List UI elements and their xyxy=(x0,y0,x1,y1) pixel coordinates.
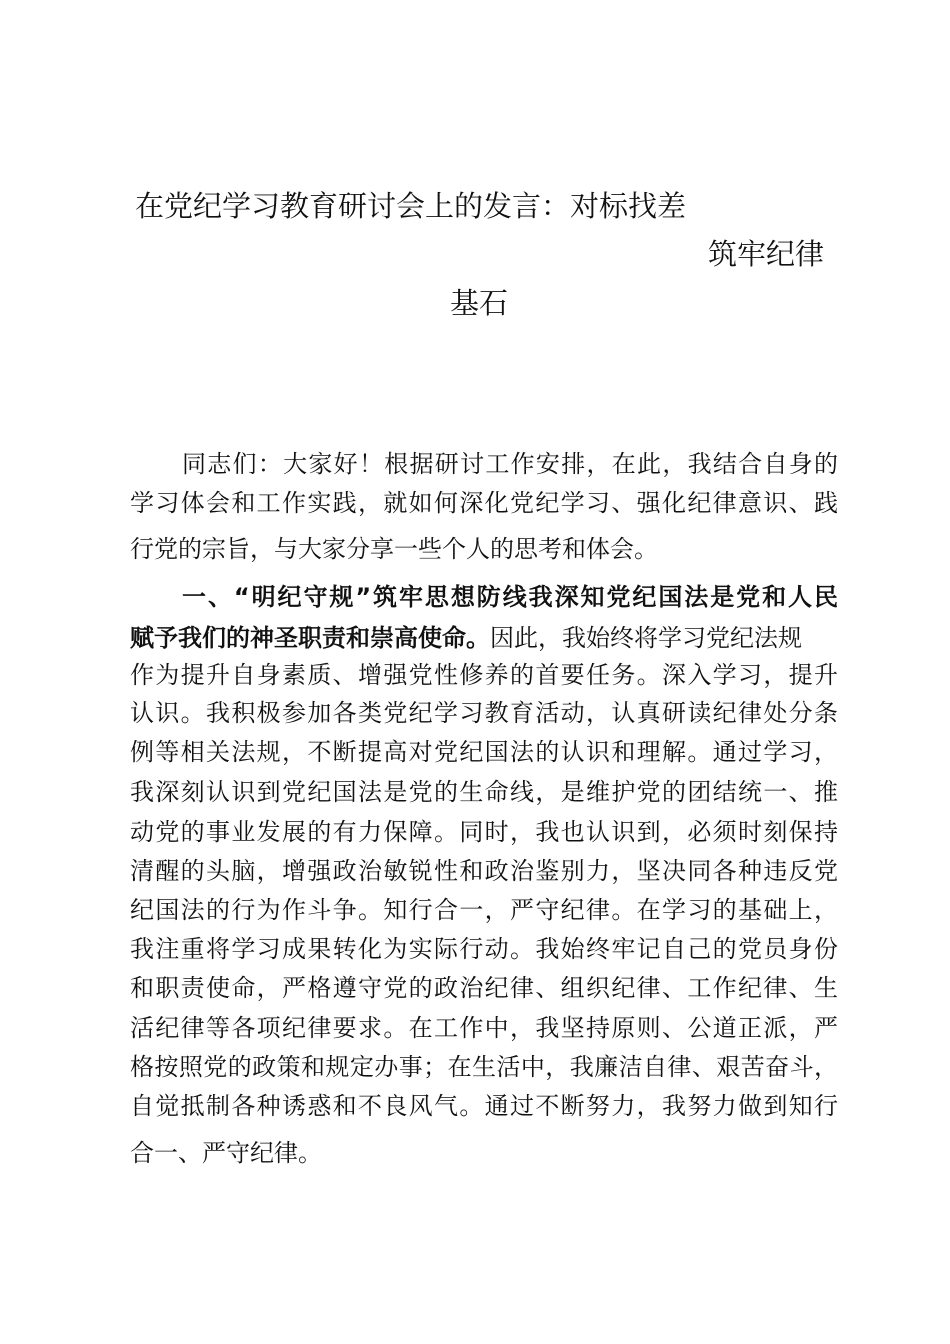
document-title-line-1: 在党纪学习教育研讨会上的发言：对标找差 xyxy=(135,189,687,223)
document-title-line-2: 筑牢纪律 xyxy=(708,237,825,271)
body-line: 同志们：大家好！根据研讨工作安排，在此，我结合自身的 xyxy=(182,450,838,478)
body-line: 我注重将学习成果转化为实际行动。我始终牢记自己的党员身份 xyxy=(130,935,838,963)
body-line: 自觉抵制各种诱惑和不良风气。通过不断努力，我努力做到知行 xyxy=(130,1092,838,1120)
body-line: 学习体会和工作实践，就如何深化党纪学习、强化纪律意识、践 xyxy=(130,489,838,517)
body-line: 认识。我积极参加各类党纪学习教育活动，认真研读纪律处分条 xyxy=(130,699,838,727)
body-line: 合一、严守纪律。 xyxy=(130,1139,322,1167)
body-line: 例等相关法规，不断提高对党纪国法的认识和理解。通过学习， xyxy=(130,738,838,766)
body-line: 纪国法的行为作斗争。知行合一，严守纪律。在学习的基础上， xyxy=(130,896,838,924)
body-line xyxy=(130,619,838,657)
section-heading-line: 一、“明纪守规”筑牢思想防线我深知党纪国法是党和人民 xyxy=(182,583,838,611)
section-heading-tail: 赋予我们的神圣职责和崇高使命。 xyxy=(130,624,490,652)
document-title-line-3: 基石 xyxy=(450,286,509,320)
body-line: 作为提升自身素质、增强党性修养的首要任务。深入学习，提升 xyxy=(130,661,838,689)
body-line: 我深刻认识到党纪国法是党的生命线，是维护党的团结统一、推 xyxy=(130,778,838,806)
body-line: 动党的事业发展的有力保障。同时，我也认识到，必须时刻保持 xyxy=(130,818,838,846)
body-line: 活纪律等各项纪律要求。在工作中，我坚持原则、公道正派，严 xyxy=(130,1014,838,1042)
body-line: 清醒的头脑，增强政治敏锐性和政治鉴别力，坚决同各种违反党 xyxy=(130,857,838,885)
body-text-continuation: 因此，我始终将学习党纪法规 xyxy=(490,624,802,652)
body-line: 行党的宗旨，与大家分享一些个人的思考和体会。 xyxy=(130,535,658,563)
body-line: 和职责使命，严格遵守党的政治纪律、组织纪律、工作纪律、生 xyxy=(130,974,838,1002)
body-line: 格按照党的政策和规定办事；在生活中，我廉洁自律、艰苦奋斗， xyxy=(130,1053,838,1081)
